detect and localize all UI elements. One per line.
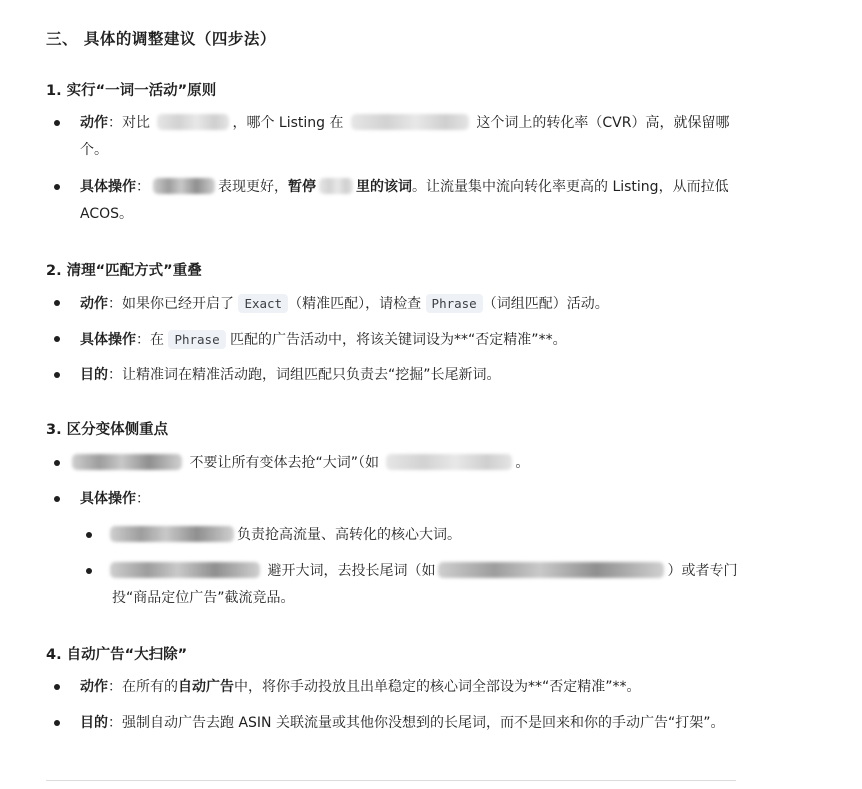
redacted-text xyxy=(386,454,512,470)
bullet-icon xyxy=(54,184,60,190)
bullet-icon xyxy=(54,460,60,466)
step-3-heading: 3. 区分变体侧重点 xyxy=(46,422,169,438)
step-1-heading: 1. 实行“一词一活动”原则 xyxy=(46,83,217,99)
item-label: 具体操作 xyxy=(80,332,136,348)
redacted-text xyxy=(153,178,215,194)
redacted-text xyxy=(110,526,234,542)
bullet-icon xyxy=(54,496,60,502)
bullet-icon xyxy=(54,372,60,378)
sub-list-item: 避开大词，去投长尾词（如 ）或者专门投“商品定位广告”截流竞品。 xyxy=(112,558,740,612)
redacted-text xyxy=(72,454,182,470)
bullet-icon xyxy=(54,720,60,726)
inline-code: Phrase xyxy=(426,294,483,313)
list-item: 动作：如果你已经开启了 Exact （精准匹配），请检查 Phrase （词组匹配）活动。 xyxy=(80,290,740,318)
redacted-text xyxy=(110,562,260,578)
item-label: 目的 xyxy=(80,715,108,731)
step-4-heading: 4. 自动广告“大扫除” xyxy=(46,647,188,663)
bullet-icon xyxy=(54,300,60,306)
item-label: 具体操作 xyxy=(80,491,136,507)
list-item: 目的：强制自动广告去跑 ASIN 关联流量或其他你没想到的长尾词，而不是回来和你的手动广告“打架”。 xyxy=(80,710,740,737)
bullet-icon xyxy=(54,684,60,690)
item-label: 具体操作 xyxy=(80,179,136,195)
list-item: 具体操作： 表现更好，暂停 里的该词。让流量集中流向转化率更高的 Listing，从而拉低 ACOS。 xyxy=(80,174,740,228)
list-item: 不要让所有变体去抢“大词”（如 。 xyxy=(80,450,740,477)
redacted-text xyxy=(319,178,353,194)
divider xyxy=(46,780,736,781)
inline-code: Phrase xyxy=(168,330,225,349)
redacted-text xyxy=(157,114,229,130)
inline-code: Exact xyxy=(238,294,288,313)
item-label: 动作 xyxy=(80,296,108,312)
redacted-text xyxy=(351,114,469,130)
list-item: 目的：让精准词在精准活动跑，词组匹配只负责去“挖掘”长尾新词。 xyxy=(80,362,740,389)
item-label: 目的 xyxy=(80,367,108,383)
bullet-icon xyxy=(54,336,60,342)
bullet-icon xyxy=(54,120,60,126)
bullet-icon xyxy=(86,568,92,574)
step-2-heading: 2. 清理“匹配方式”重叠 xyxy=(46,263,202,279)
sub-list-item: 负责抢高流量、高转化的核心大词。 xyxy=(112,522,740,549)
list-item: 动作：在所有的自动广告中，将你手动投放且出单稳定的核心词全部设为**“否定精准”**。 xyxy=(80,674,740,701)
item-label: 动作 xyxy=(80,679,108,695)
list-item: 具体操作：在 Phrase 匹配的广告活动中，将该关键词设为**“否定精准”**。 xyxy=(80,326,740,354)
item-label: 动作 xyxy=(80,115,108,131)
section-title: 三、 具体的调整建议（四步法） xyxy=(46,30,276,48)
bullet-icon xyxy=(86,532,92,538)
redacted-text xyxy=(438,562,664,578)
list-item: 具体操作： xyxy=(80,486,740,513)
list-item: 动作：对比 ，哪个 Listing 在 这个词上的转化率（CVR）高，就保留哪个。 xyxy=(80,110,740,164)
